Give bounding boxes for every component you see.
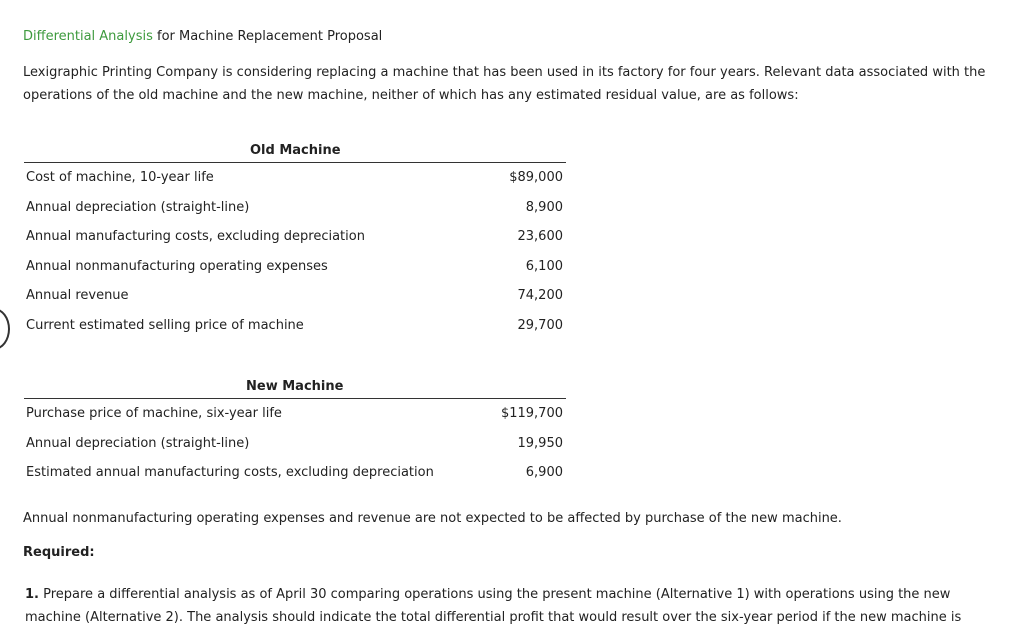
new-machine-heading: New Machine <box>246 379 344 394</box>
row-value: 6,900 <box>525 465 563 480</box>
question-text: Prepare a differential analysis as of April 30 comparing operations using the present machine (Alternative 1) with operations using the new machine (Alternative 2). The analysis should indicate the total differential profit that would result over the six-year period if the new machine is <box>25 587 962 625</box>
title-rest: for Machine Replacement Proposal <box>152 29 383 44</box>
row-label: Annual depreciation (straight-line) <box>26 199 250 215</box>
table-row <box>24 252 566 282</box>
old-machine-header <box>24 142 566 163</box>
question-number: 1. <box>25 587 39 602</box>
row-value: 6,100 <box>525 258 563 274</box>
row-label: Annual nonmanufacturing operating expenses <box>26 258 328 274</box>
row-label: Estimated annual manufacturing costs, excluding depreciation <box>26 465 434 480</box>
row-label: Annual manufacturing costs, excluding depreciation <box>26 229 365 244</box>
row-value: $89,000 <box>509 170 563 185</box>
row-value: 29,700 <box>517 317 563 333</box>
row-value: 23,600 <box>517 229 563 244</box>
old-machine-table <box>24 142 566 340</box>
table-row <box>24 311 566 341</box>
scroll-position-marker[interactable] <box>0 308 10 350</box>
differential-analysis-link[interactable]: Differential Analysis <box>23 29 153 44</box>
required-label: Required: <box>23 545 95 560</box>
intro-paragraph: Lexigraphic Printing Company is considering replacing a machine that has been used in its factory for four years. Relevant data associated with the operations of the old machine and the new machine, neither of which has any estimated residual value, are as follows: <box>23 65 986 103</box>
table-row <box>24 163 566 193</box>
row-label: Purchase price of machine, six-year life <box>26 406 282 421</box>
table-row <box>24 281 566 311</box>
table-row <box>24 429 566 459</box>
new-machine-header <box>24 378 566 399</box>
row-label: Annual revenue <box>26 288 129 303</box>
row-value: 74,200 <box>517 288 563 303</box>
row-label: Cost of machine, 10-year life <box>26 170 214 185</box>
row-value: 19,950 <box>517 435 563 451</box>
question-1 <box>25 584 1010 626</box>
table-row <box>24 193 566 223</box>
old-machine-heading: Old Machine <box>250 143 341 158</box>
table-row <box>24 222 566 252</box>
row-label: Current estimated selling price of machine <box>26 317 304 333</box>
table-row <box>24 458 566 488</box>
note-paragraph: Annual nonmanufacturing operating expenses and revenue are not expected to be affected by purchase of the new machine. <box>23 511 842 526</box>
new-machine-table <box>24 378 566 488</box>
row-value: 8,900 <box>525 199 563 215</box>
table-row <box>24 399 566 429</box>
row-label: Annual depreciation (straight-line) <box>26 435 250 451</box>
page-title <box>23 29 382 44</box>
row-value: $119,700 <box>500 406 563 421</box>
